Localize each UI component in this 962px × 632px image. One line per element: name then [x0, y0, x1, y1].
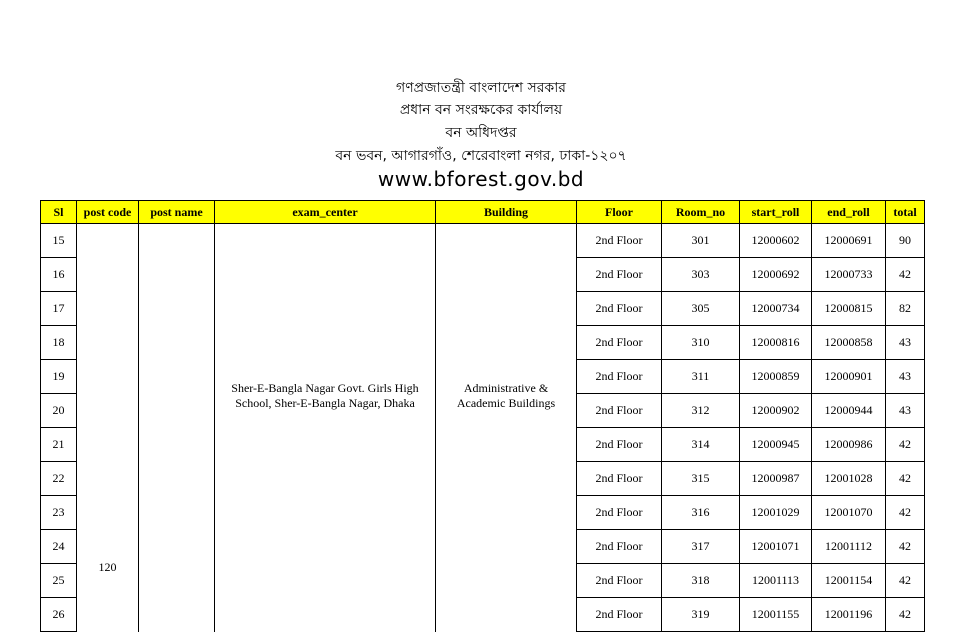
cell-post-code: 120 — [77, 224, 139, 632]
col-header-floor: Floor — [577, 201, 662, 224]
cell-end-roll: 12000901 — [812, 360, 886, 394]
cell-floor: 2nd Floor — [577, 428, 662, 462]
cell-floor: 2nd Floor — [577, 258, 662, 292]
cell-start-roll: 12001029 — [740, 496, 812, 530]
cell-total: 82 — [886, 292, 925, 326]
cell-start-roll: 12000692 — [740, 258, 812, 292]
cell-floor: 2nd Floor — [577, 224, 662, 258]
cell-floor: 2nd Floor — [577, 326, 662, 360]
cell-total: 90 — [886, 224, 925, 258]
cell-total: 42 — [886, 258, 925, 292]
cell-floor: 2nd Floor — [577, 496, 662, 530]
cell-floor: 2nd Floor — [577, 598, 662, 632]
cell-total: 43 — [886, 360, 925, 394]
cell-room: 305 — [662, 292, 740, 326]
col-header-start-roll: start_roll — [740, 201, 812, 224]
cell-start-roll: 12001155 — [740, 598, 812, 632]
cell-post-name — [139, 224, 215, 632]
table-header-row — [41, 201, 925, 224]
col-header-room-no: Room_no — [662, 201, 740, 224]
cell-floor: 2nd Floor — [577, 292, 662, 326]
cell-room: 319 — [662, 598, 740, 632]
cell-end-roll: 12000944 — [812, 394, 886, 428]
cell-total: 42 — [886, 428, 925, 462]
cell-sl: 20 — [41, 394, 77, 428]
col-header-post-code: post code — [77, 201, 139, 224]
cell-end-roll: 12001112 — [812, 530, 886, 564]
cell-total: 43 — [886, 326, 925, 360]
cell-start-roll: 12000902 — [740, 394, 812, 428]
cell-floor: 2nd Floor — [577, 462, 662, 496]
cell-start-roll: 12000945 — [740, 428, 812, 462]
col-header-sl: Sl — [41, 201, 77, 224]
cell-start-roll: 12000859 — [740, 360, 812, 394]
col-header-exam-center: exam_center — [215, 201, 436, 224]
cell-total: 42 — [886, 496, 925, 530]
cell-room: 317 — [662, 530, 740, 564]
cell-start-roll: 12000734 — [740, 292, 812, 326]
cell-start-roll: 12001071 — [740, 530, 812, 564]
cell-room: 315 — [662, 462, 740, 496]
cell-start-roll: 12000602 — [740, 224, 812, 258]
cell-sl: 17 — [41, 292, 77, 326]
cell-sl: 24 — [41, 530, 77, 564]
cell-end-roll: 12001196 — [812, 598, 886, 632]
cell-total: 43 — [886, 394, 925, 428]
cell-start-roll: 12000987 — [740, 462, 812, 496]
cell-room: 310 — [662, 326, 740, 360]
department-name: বন অধিদপ্তর — [445, 125, 517, 141]
cell-floor: 2nd Floor — [577, 564, 662, 598]
cell-sl: 19 — [41, 360, 77, 394]
exam-seat-plan-table — [40, 200, 925, 632]
table-row — [41, 224, 925, 258]
office-address: বন ভবন, আগারগাঁও, শেরেবাংলা নগর, ঢাকা-১২০৭ — [335, 148, 627, 164]
col-header-end-roll: end_roll — [812, 201, 886, 224]
col-header-post-name: post name — [139, 201, 215, 224]
cell-room: 314 — [662, 428, 740, 462]
cell-start-roll: 12001113 — [740, 564, 812, 598]
cell-total: 42 — [886, 598, 925, 632]
cell-start-roll: 12000816 — [740, 326, 812, 360]
col-header-building: Building — [436, 201, 577, 224]
cell-floor: 2nd Floor — [577, 394, 662, 428]
cell-exam-center: Sher-E-Bangla Nagar Govt. Girls High School, Sher-E-Bangla Nagar, Dhaka — [215, 224, 436, 632]
website-url: www.bforest.gov.bd — [377, 167, 585, 191]
govt-name: গণপ্রজাতন্ত্রী বাংলাদেশ সরকার — [396, 80, 566, 96]
cell-floor: 2nd Floor — [577, 530, 662, 564]
office-name: প্রধান বন সংরক্ষকের কার্যালয় — [399, 102, 563, 118]
cell-sl: 26 — [41, 598, 77, 632]
cell-room: 303 — [662, 258, 740, 292]
cell-end-roll: 12001154 — [812, 564, 886, 598]
cell-sl: 23 — [41, 496, 77, 530]
cell-sl: 15 — [41, 224, 77, 258]
cell-end-roll: 12000733 — [812, 258, 886, 292]
cell-end-roll: 12000815 — [812, 292, 886, 326]
cell-end-roll: 12001028 — [812, 462, 886, 496]
cell-floor: 2nd Floor — [577, 360, 662, 394]
cell-building: Administrative & Academic Buildings — [436, 224, 577, 632]
cell-sl: 25 — [41, 564, 77, 598]
cell-total: 42 — [886, 462, 925, 496]
cell-end-roll: 12000858 — [812, 326, 886, 360]
cell-end-roll: 12001070 — [812, 496, 886, 530]
cell-end-roll: 12000691 — [812, 224, 886, 258]
cell-room: 316 — [662, 496, 740, 530]
cell-room: 318 — [662, 564, 740, 598]
cell-sl: 18 — [41, 326, 77, 360]
cell-room: 301 — [662, 224, 740, 258]
cell-total: 42 — [886, 564, 925, 598]
cell-sl: 16 — [41, 258, 77, 292]
cell-sl: 21 — [41, 428, 77, 462]
cell-end-roll: 12000986 — [812, 428, 886, 462]
cell-total: 42 — [886, 530, 925, 564]
cell-sl: 22 — [41, 462, 77, 496]
cell-room: 312 — [662, 394, 740, 428]
cell-room: 311 — [662, 360, 740, 394]
col-header-total: total — [886, 201, 925, 224]
